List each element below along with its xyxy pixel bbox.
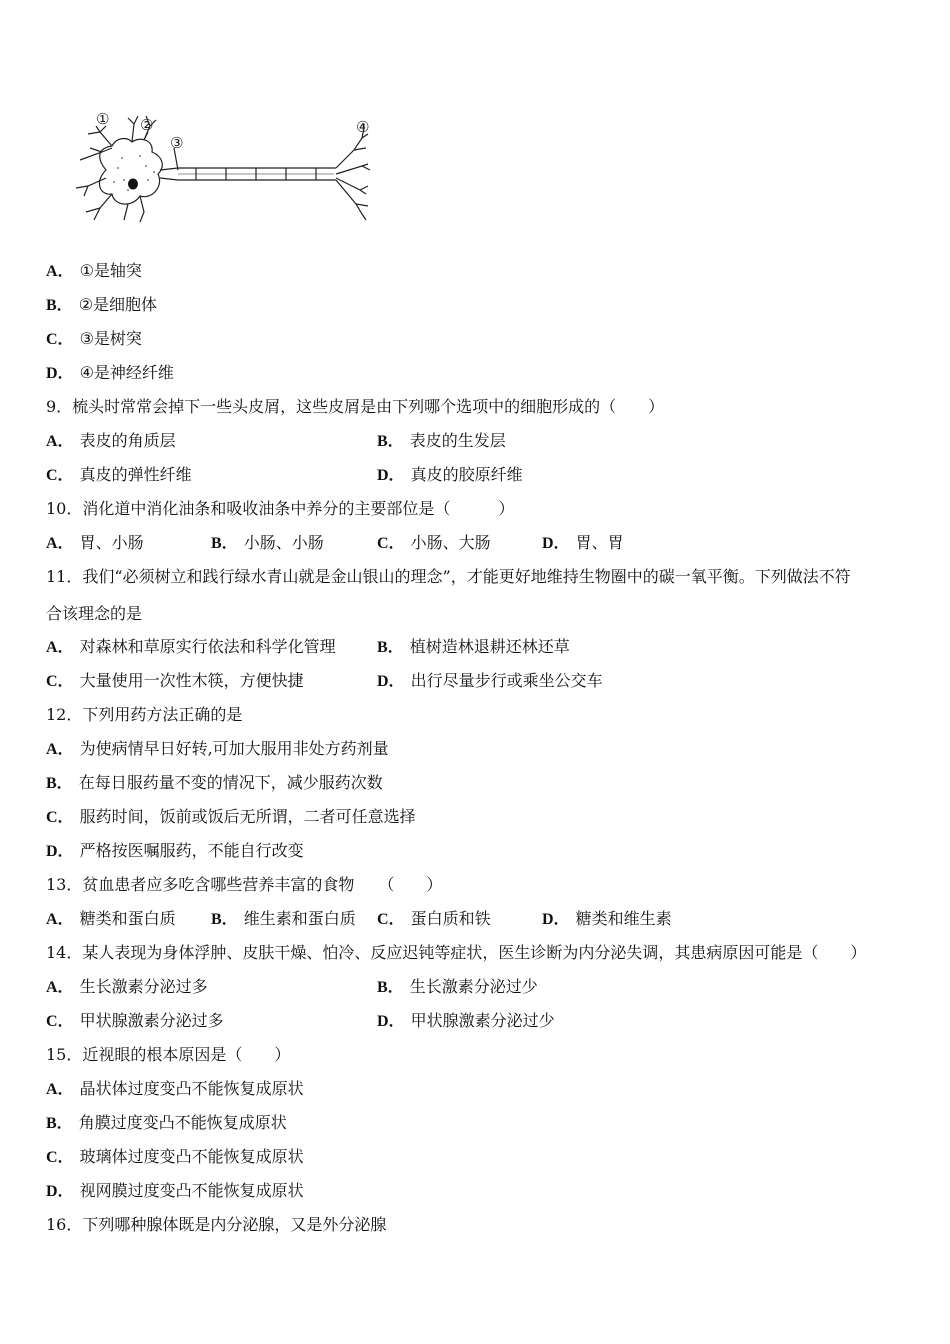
- q9-option-c: C． 真皮的弹性纤维: [46, 465, 192, 484]
- q10-option-c: C． 小肠、大肠: [377, 533, 491, 552]
- label-2: ②: [140, 116, 154, 134]
- q12-option-a: A． 为使病情早日好转,可加大服用非处方药剂量: [46, 739, 389, 758]
- q8-option-b: B． ②是细胞体: [46, 295, 158, 314]
- q9-stem: 9．梳头时常常会掉下一些头皮屑，这些皮屑是由下列哪个选项中的细胞形成的（ ）: [46, 397, 665, 416]
- q14-stem: 14．某人表现为身体浮肿、皮肤干燥、怕冷、反应迟钝等症状，医生诊断为内分泌失调，其患病原因可能是（ ）: [46, 943, 867, 962]
- q8-option-d: D． ④是神经纤维: [46, 363, 174, 382]
- q13-option-d: D． 糖类和维生素: [542, 909, 672, 928]
- q15-option-b: B． 角膜过度变凸不能恢复成原状: [46, 1113, 287, 1132]
- q14-option-b: B． 生长激素分泌过少: [377, 977, 538, 996]
- label-3: ③: [170, 134, 184, 152]
- q11-option-b: B． 植树造林退耕还林还草: [377, 637, 570, 656]
- q9-option-d: D． 真皮的胶原纤维: [377, 465, 523, 484]
- q13-stem: 13．贫血患者应多吃含哪些营养丰富的食物 （ ）: [46, 875, 443, 894]
- q10-option-a: A． 胃、小肠: [46, 533, 144, 552]
- q16-stem: 16．下列哪种腺体既是内分泌腺，又是外分泌腺: [46, 1215, 387, 1234]
- q9-option-b: B． 表皮的生发层: [377, 431, 506, 450]
- q11-stem-line1: 11．我们“必须树立和践行绿水青山就是金山银山的理念”，才能更好地维持生物圈中的碳一氧平衡。下列做法不符: [46, 567, 851, 586]
- q15-stem: 15．近视眼的根本原因是（ ）: [46, 1045, 291, 1064]
- label-1: ①: [96, 110, 110, 128]
- q14-option-a: A． 生长激素分泌过多: [46, 977, 208, 996]
- q13-option-c: C． 蛋白质和铁: [377, 909, 491, 928]
- q11-option-d: D． 出行尽量步行或乘坐公交车: [377, 671, 603, 690]
- q12-option-b: B． 在每日服药量不变的情况下，减少服药次数: [46, 773, 383, 792]
- q11-option-c: C． 大量使用一次性木筷，方便快捷: [46, 671, 304, 690]
- q13-option-b: B． 维生素和蛋白质: [211, 909, 356, 928]
- q15-option-d: D． 视网膜过度变凸不能恢复成原状: [46, 1181, 304, 1200]
- q14-option-d: D． 甲状腺激素分泌过少: [377, 1011, 555, 1030]
- q11-stem-line2: 合该理念的是: [46, 604, 143, 623]
- q13-option-a: A． 糖类和蛋白质: [46, 909, 176, 928]
- q9-option-a: A． 表皮的角质层: [46, 431, 176, 450]
- neuron-diagram: [66, 108, 396, 230]
- q10-option-b: B． 小肠、小肠: [211, 533, 324, 552]
- q12-option-c: C． 服药时间，饭前或饭后无所谓，二者可任意选择: [46, 807, 416, 826]
- label-4: ④: [356, 118, 370, 136]
- q12-option-d: D． 严格按医嘱服药，不能自行改变: [46, 841, 304, 860]
- q11-option-a: A． 对森林和草原实行依法和科学化管理: [46, 637, 336, 656]
- q10-stem: 10．消化道中消化油条和吸收油条中养分的主要部位是（ ）: [46, 499, 515, 518]
- q10-option-d: D． 胃、胃: [542, 533, 624, 552]
- q8-option-c: C． ③是树突: [46, 329, 142, 348]
- q8-option-a: A． ①是轴突: [46, 261, 142, 280]
- q12-stem: 12．下列用药方法正确的是: [46, 705, 243, 724]
- q15-option-a: A． 晶状体过度变凸不能恢复成原状: [46, 1079, 304, 1098]
- q14-option-c: C． 甲状腺激素分泌过多: [46, 1011, 224, 1030]
- q15-option-c: C． 玻璃体过度变凸不能恢复成原状: [46, 1147, 304, 1166]
